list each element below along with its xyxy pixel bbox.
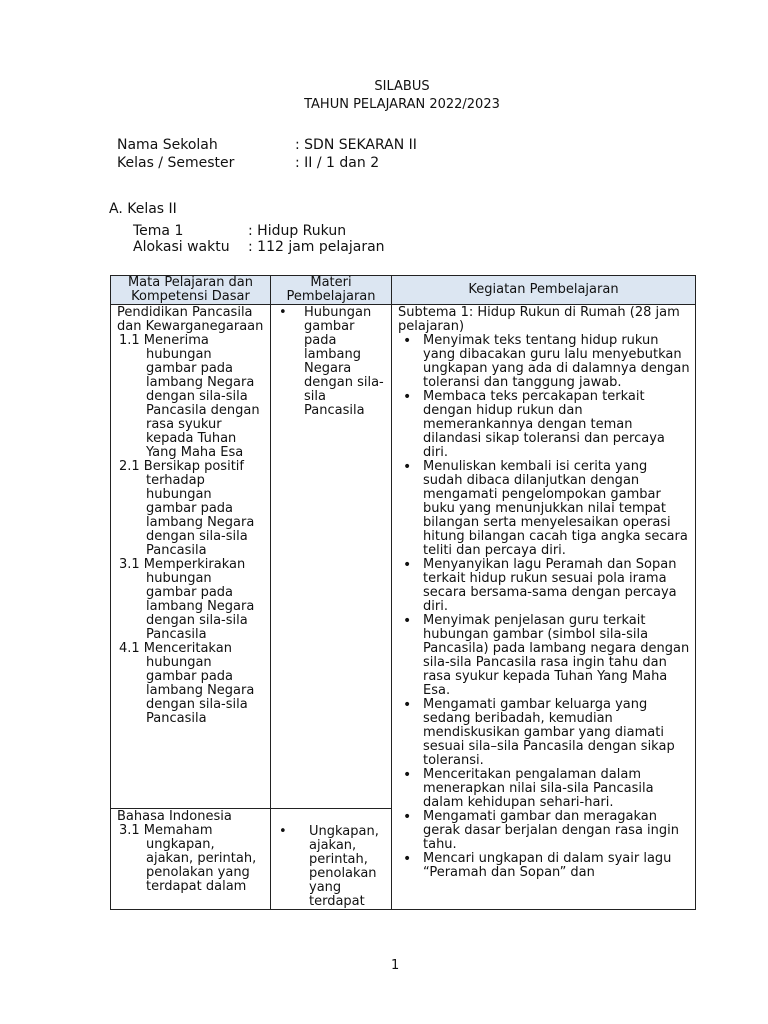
kd-item: 4.1 Menceritakan hubungan gambar pada lambang Negara dengan sila-sila Pancasila [119,641,255,726]
section-heading: A. Kelas II [109,201,177,217]
materi-bahasa-cell [271,809,392,910]
table-row [111,305,696,809]
school-info [0,0,768,200]
kelas-semester-label: Kelas / Semester [117,155,235,171]
header-materi: Materi Pembelajaran [271,276,392,305]
kegiatan-cell [392,305,696,910]
kegiatan-item: • Menceritakan pengalaman dalam menerapkan nilai sila-sila Pancasila dalam kehidupan sehari-hari. [398,768,690,810]
ppkn-cell [111,305,271,809]
syllabus-table [110,275,696,910]
kegiatan-item: • Menyimak penjelasan guru terkait hubungan gambar (simbol sila-sila Pancasila) pada lambang negara dengan sila-sila Pancasila rasa ingin tahu dan rasa syukur kepada Tuhan Yang Maha Esa. [398,614,690,698]
alokasi-label: Alokasi waktu [133,239,230,255]
kd-item: 2.1 Bersikap positif terhadap hubungan gambar pada lambang Negara dengan sila-sila Pancasila [119,459,255,558]
kegiatan-item: • Mengamati gambar keluarga yang sedang beribadah, kemudian mendiskusikan gambar yang diamati sesuai sila–sila Pancasila dengan sikap toleransi. [398,698,690,768]
kegiatan-item: • Mencari ungkapan di dalam syair lagu “Peramah dan Sopan” dan [398,852,690,880]
kegiatan-item: • Membaca teks percakapan terkait dengan hidup rukun dan memerankannya dengan teman dilandasi sikap toleransi dan percaya diri. [398,390,690,460]
subtema-heading: Subtema 1: Hidup Rukun di Rumah (28 jam pelajaran) [398,305,680,334]
table-header-row [111,276,696,305]
kelas-semester-value: : II / 1 dan 2 [295,155,380,171]
document-subtitle: TAHUN PELAJARAN 2022/2023 [304,97,500,112]
alokasi-value: : 112 jam pelajaran [248,239,385,255]
kd-item: 3.1 Memperkirakan hubungan gambar pada lambang Negara dengan sila-sila Pancasila [119,557,255,642]
kd-item: 1.1 Menerima hubungan gambar pada lambang Negara dengan sila-sila Pancasila dengan rasa syukur kepada Tuhan Yang Maha Esa [119,333,260,460]
bahasa-indonesia-cell [111,809,271,910]
kegiatan-item: • Mengamati gambar dan meragakan gerak dasar berjalan dengan rasa ingin tahu. [398,810,690,852]
kd-item: 3.1 Memaham ungkapan, ajakan, perintah, penolakan yang terdapat dalam [119,823,257,894]
materi-item: • Hubungan gambar pada lambang Negara dengan sila-sila Pancasila [277,306,386,418]
materi-ppkn-cell [271,305,392,809]
tema-value: : Hidup Rukun [248,223,347,239]
tema-label: Tema 1 [133,223,184,239]
kegiatan-item: • Menyimak teks tentang hidup rukun yang dibacakan guru lalu menyebutkan ungkapan yang ada di dalamnya dengan toleransi dan tanggung jawab. [398,334,690,390]
kegiatan-item: • Menuliskan kembali isi cerita yang sudah dibaca dilanjutkan dengan mengamati pengelompokan gambar buku yang menunjukkan nilai tempat bilangan serta menyelesaikan operasi hitung bilangan cacah tiga angka secara teliti dan percaya diri. [398,460,690,558]
nama-sekolah-value: : SDN SEKARAN II [295,137,417,153]
nama-sekolah-label: Nama Sekolah [117,137,218,153]
materi-item: • Ungkapan, ajakan, perintah, penolakan yang terdapat [277,825,386,909]
header-kegiatan: Kegiatan Pembelajaran [392,276,696,305]
kegiatan-item: • Menyanyikan lagu Peramah dan Sopan terkait hidup rukun sesuai pola irama secara bersama-sama dengan percaya diri. [398,558,690,614]
subject-bahasa-indonesia: Bahasa Indonesia [117,809,232,824]
header-mata-pelajaran: Mata Pelajaran dan Kompetensi Dasar [111,276,271,305]
page-number: 1 [391,958,400,973]
subject-ppkn: Pendidikan Pancasila dan Kewarganegaraan [117,305,264,334]
document-title: SILABUS [374,79,430,94]
